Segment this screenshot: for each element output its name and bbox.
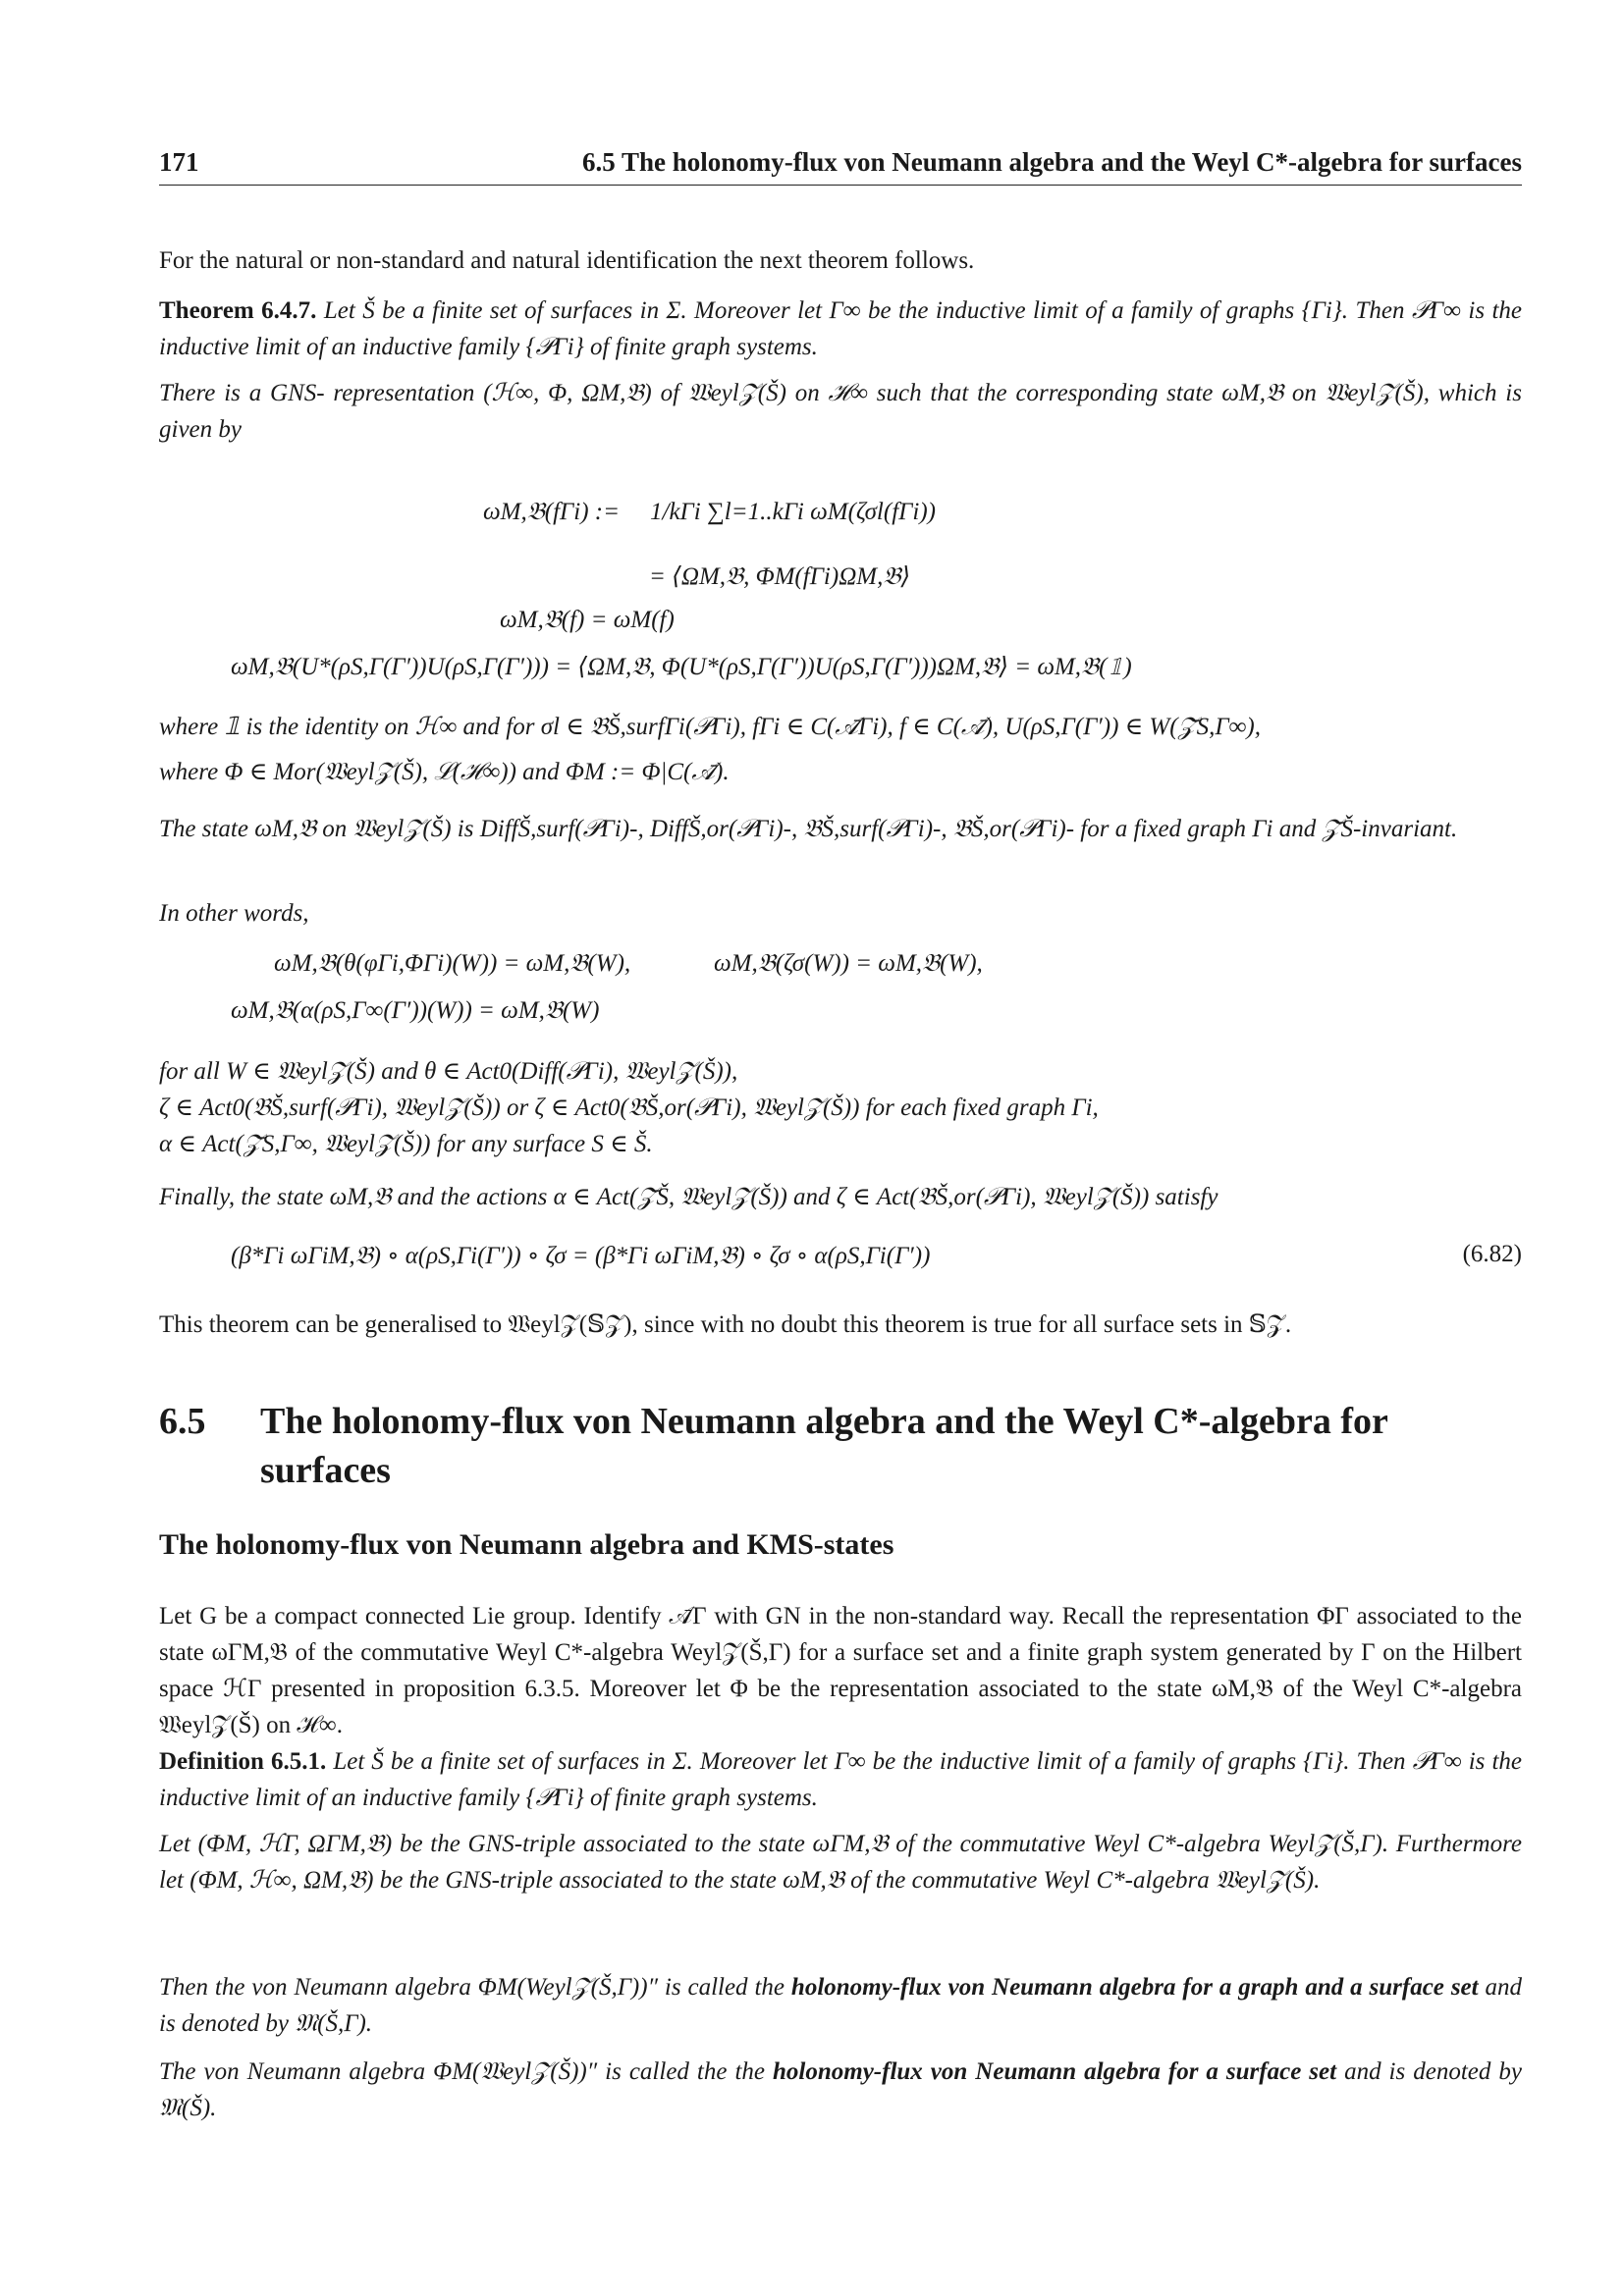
theorem-label: Theorem 6.4.7. (159, 297, 317, 324)
vn-surface-post: and is denoted by 𝔐(Š). (159, 2058, 1522, 2121)
running-header (159, 145, 1522, 186)
vn-surface-term: holonomy-flux von Neumann algebra for a surface set (773, 2058, 1337, 2085)
generalisation-remark: This theorem can be generalised to 𝔚eyl𝒵(𝕊𝒵), since with no doubt this theorem is true for all surface sets in 𝕊𝒵. (159, 1311, 1292, 1338)
finally-statement: Finally, the state ωM,𝔅 and the actions α ∈ Act(𝒵̄Š, 𝔚eyl𝒵(Š)) and ζ ∈ Act(𝔅Š,or(𝒫Γi), 𝔚eyl𝒵(Š)) satisfy (159, 1184, 1218, 1210)
equation-6: ωM,𝔅(α(ρS,Γ∞(Γ′))(W)) = ωM,𝔅(W) (231, 997, 600, 1024)
intro-paragraph: Let G be a compact connected Lie group. Identify 𝒜̄Γ with GN in the non-standard way. Recall the representation ΦΓ associated to the state ωΓM,𝔅 of the commutative Weyl C*-algebra Weyl𝒵(Š,Γ) for a surface set and a finite graph system generated by Γ on the Hilbert space ℋΓ presented in proposition 6.3.5. Moreover let Φ be the representation associated to the state ωM,𝔅 of the Weyl C*-algebra 𝔚eyl𝒵(Š) on ℋ∞. (159, 1603, 1522, 1738)
where-line-2: where Φ ∈ Mor(𝔚eyl𝒵(Š), ℒ(ℋ∞)) and ΦM := Φ|C(𝒜̄). (159, 759, 730, 785)
vn-graph-post: and is denoted by 𝔐(Š,Γ). (159, 1974, 1522, 2037)
definition-vn-graph (159, 1969, 1522, 2042)
equation-4: ωM,𝔅(U*(ρS,Γ(Γ′))U(ρS,Γ(Γ′))) = ⟨ΩM,𝔅, Φ(U*(ρS,Γ(Γ′))U(ρS,Γ(Γ′)))ΩM,𝔅⟩ = ωM,𝔅(𝟙) (231, 654, 1132, 680)
equation-1-rhs: 1/kΓi ∑l=1..kΓi ωM(ζσl(fΓi)) (650, 499, 936, 525)
theorem-gns: There is a GNS- representation (ℋ∞, Φ, ΩM,𝔅) of 𝔚eyl𝒵(Š) on ℋ∞ such that the corresponding state ωM,𝔅 on 𝔚eyl𝒵(Š), which is given by (159, 380, 1522, 443)
theorem-statement (159, 293, 1522, 365)
definition-text: Let Š be a finite set of surfaces in Σ. Moreover let Γ∞ be the inductive limit of a family of graphs {Γi}. Then 𝒫Γ∞ is the inductive limit of an inductive family {𝒫Γi} of finite graph systems. (159, 1748, 1523, 1811)
vn-surface-pre: The von Neumann algebra ΦM(𝔚eyl𝒵(Š))″ is called the the (159, 2058, 765, 2085)
equation-1-lhs: ωM,𝔅(fΓi) := (483, 499, 620, 525)
equation-3: ωM,𝔅(f) = ωM(f) (500, 607, 675, 633)
for-all-line-2: ζ ∈ Act0(𝔅Š,surf(𝒫Γi), 𝔚eyl𝒵(Š)) or ζ ∈ Act0(𝔅Š,or(𝒫Γi), 𝔚eyl𝒵(Š)) for each fixed graph Γi, (159, 1095, 1099, 1121)
in-other-words: In other words, (159, 900, 309, 927)
equation-5a: ωM,𝔅(θ(φΓi,ΦΓi)(W)) = ωM,𝔅(W), (274, 950, 631, 977)
definition-statement (159, 1743, 1522, 1816)
definition-vn-surface (159, 2054, 1522, 2126)
vn-graph-pre: Then the von Neumann algebra ΦM(Weyl𝒵(Š,Γ))″ is called the (159, 1974, 785, 2001)
intro-sentence: For the natural or non-standard and natural identification the next theorem follows. (159, 247, 975, 274)
section-number: 6.5 (159, 1401, 206, 1442)
definition-gns-triples: Let (ΦM, ℋΓ, ΩΓM,𝔅) be the GNS-triple associated to the state ωΓM,𝔅 of the commutative Weyl C*-algebra Weyl𝒵(Š,Γ). Furthermore let (ΦM, ℋ∞, ΩM,𝔅) be the GNS-triple associated to the state ωM,𝔅 of the commutative Weyl C*-algebra 𝔚eyl𝒵(Š). (159, 1831, 1522, 1894)
for-all-line-1: for all W ∈ 𝔚eyl𝒵(Š) and θ ∈ Act0(Diff(𝒫Γi), 𝔚eyl𝒵(Š)), (159, 1058, 738, 1085)
running-title: 6.5 The holonomy-flux von Neumann algebra and the Weyl C*-algebra for surfaces (581, 147, 1522, 177)
page-number: 171 (159, 147, 199, 177)
subsection-heading: The holonomy-flux von Neumann algebra and KMS-states (159, 1528, 894, 1561)
where-line-1: where 𝟙 is the identity on ℋ∞ and for σl ∈ 𝔅Š,surfΓi(𝒫Γi), fΓi ∈ C(𝒜̄Γi), f ∈ C(𝒜̄), U(ρS,Γ(Γ′)) ∈ W(𝒵̄S,Γ∞), (159, 714, 1261, 740)
theorem-text: Let Š be a finite set of surfaces in Σ. Moreover let Γ∞ be the inductive limit of a family of graphs {Γi}. Then 𝒫Γ∞ is the inductive limit of an inductive family {𝒫Γi} of finite graph systems. (159, 297, 1523, 360)
equation-6-82: (β*Γi ωΓiM,𝔅) ∘ α(ρS,Γi(Γ′)) ∘ ζσ = (β*Γi ωΓiM,𝔅) ∘ ζσ ∘ α(ρS,Γi(Γ′)) (231, 1243, 931, 1269)
for-all-line-3: α ∈ Act(𝒵̄S,Γ∞, 𝔚eyl𝒵(Š)) for any surface S ∈ Š. (159, 1131, 653, 1157)
invariance-statement: The state ωM,𝔅 on 𝔚eyl𝒵(Š) is DiffŠ,surf(𝒫Γi)-, DiffŠ,or(𝒫Γi)-, 𝔅Š,surf(𝒫Γi)-, 𝔅Š,or(𝒫Γi)- for a fixed graph Γi and 𝒵̄Š-invariant. (159, 816, 1458, 842)
section-heading (159, 1397, 1517, 1495)
equation-2: = ⟨ΩM,𝔅, ΦM(fΓi)ΩM,𝔅⟩ (649, 563, 911, 590)
vn-graph-term: holonomy-flux von Neumann algebra for a graph and a surface set (790, 1974, 1479, 2001)
definition-label: Definition 6.5.1. (159, 1748, 327, 1775)
section-title: The holonomy-flux von Neumann algebra and the Weyl C*-algebra for surfaces (260, 1401, 1388, 1491)
equation-number: (6.82) (1462, 1241, 1522, 1267)
equation-5b: ωM,𝔅(ζσ(W)) = ωM,𝔅(W), (714, 950, 983, 977)
